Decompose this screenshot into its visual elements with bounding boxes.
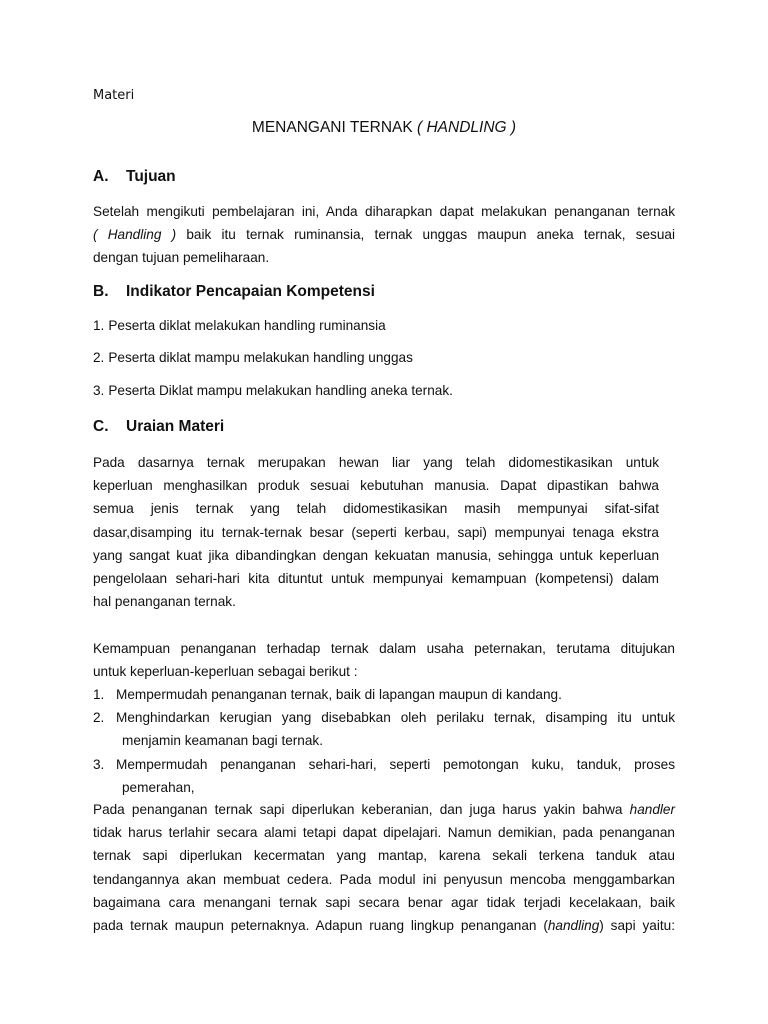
paragraph-line: Kemampuan penanganan terhadap ternak dalam usaha peternakan, terutama ditujukan [93, 641, 675, 656]
item-text: Mempermudah penanganan sehari-hari, seperti pemotongan kuku, tanduk, proses [116, 756, 675, 772]
section-b-heading [93, 283, 375, 301]
paragraph-line [93, 798, 675, 821]
paragraph-line: hal penanganan ternak. [93, 594, 236, 610]
section-letter: C. [93, 418, 109, 435]
list-item [93, 706, 675, 729]
item-text: Mempermudah penanganan ternak, baik di lapangan maupun di kandang. [116, 687, 562, 702]
section-title: Tujuan [126, 168, 176, 185]
item-text: Peserta diklat mampu melakukan handling unggas [108, 350, 413, 365]
section-title: Indikator Pencapaian Kompetensi [126, 283, 375, 300]
italic-term: ( Handling ) [93, 227, 177, 243]
kemampuan-list [93, 683, 675, 799]
list-item-continuation: menjamin keamanan bagi ternak. [122, 733, 323, 749]
list-item-continuation: pemerahan, [122, 779, 195, 795]
item-number: 1. [93, 318, 105, 333]
italic-term: handling [547, 917, 600, 933]
uraian-paragraph-3 [93, 798, 675, 937]
line-text: Pada penanganan ternak sapi diperlukan keberanian, dan juga harus yakin bahwa [93, 802, 630, 817]
indikator-item-2 [93, 350, 413, 365]
header-label: Materi [93, 88, 135, 103]
section-letter: A. [93, 168, 109, 185]
paragraph-line: untuk keperluan-keperluan sebagai berikut : [93, 664, 358, 680]
paragraph-line: tidak harus terlahir secara alami tetapi dapat dipelajari. Namun demikian, pada penanganan [93, 825, 675, 841]
indikator-item-3 [93, 383, 453, 398]
paragraph-line: dasar,disamping itu ternak-ternak besar (seperti kerbau, sapi) mempunyai tenaga ekstra [93, 524, 659, 540]
item-text: Peserta diklat melakukan handling ruminansia [108, 318, 386, 333]
line-text: ) sapi yaitu: [599, 917, 675, 933]
list-item [93, 753, 675, 776]
paragraph-line: keperluan menghasilkan produk sesuai kebutuhan manusia. Dapat dipastikan bahwa [93, 478, 659, 494]
line-text: baik itu ternak ruminansia, ternak unggas maupun aneka ternak, sesuai [176, 227, 675, 243]
title-main: MENANGANI TERNAK [251, 119, 413, 136]
paragraph-line: tendangannya akan membuat cedera. Pada modul ini penyusun mencoba menggambarkan [93, 871, 675, 887]
page-title [0, 119, 768, 137]
item-number: 3. [93, 756, 105, 772]
title-italic: ( HANDLING ) [417, 119, 517, 136]
list-item [93, 683, 675, 706]
item-number: 2. [93, 710, 105, 726]
line-text: pada ternak maupun peternaknya. Adapun ruang lingkup penanganan ( [93, 917, 548, 933]
indikator-item-1 [93, 318, 386, 333]
paragraph-line: dengan tujuan pemeliharaan. [93, 250, 270, 266]
item-number: 2. [93, 350, 105, 365]
tujuan-paragraph [93, 200, 675, 270]
section-c-heading [93, 418, 224, 436]
paragraph-line: ternak sapi diperlukan kecermatan yang mantap, karena sekali terkena tanduk atau [93, 848, 675, 864]
paragraph-line: semua jenis ternak yang telah didomestikasikan masih mempunyai sifat-sifat [93, 501, 659, 517]
paragraph-line [93, 914, 675, 937]
section-a-heading [93, 168, 176, 186]
italic-term: handler [629, 802, 675, 817]
section-letter: B. [93, 283, 109, 300]
paragraph-line: Pada dasarnya ternak merupakan hewan liar yang telah didomestikasikan untuk [93, 455, 659, 470]
paragraph-line: Setelah mengikuti pembelajaran ini, Anda diharapkan dapat melakukan penanganan ternak [93, 204, 675, 219]
paragraph-line [93, 223, 675, 246]
paragraph-line: bagaimana cara menangani ternak sapi secara benar agar tidak terjadi kecelakaan, baik [93, 894, 675, 910]
item-text: Peserta Diklat mampu melakukan handling aneka ternak. [108, 383, 453, 398]
paragraph-line: pengelolaan sehari-hari kita dituntut untuk mempunyai kemampuan (kompetensi) dalam [93, 570, 659, 586]
uraian-paragraph-1 [93, 451, 659, 613]
item-text: Menghindarkan kerugian yang disebabkan oleh perilaku ternak, disamping itu untuk [116, 710, 675, 726]
section-title: Uraian Materi [126, 418, 225, 435]
item-number: 3. [93, 383, 105, 398]
paragraph-line: yang sangat kuat jika dibandingkan dengan kekuatan manusia, sehingga untuk keperluan [93, 547, 659, 563]
uraian-paragraph-2 [93, 637, 675, 683]
item-number: 1. [93, 687, 105, 702]
